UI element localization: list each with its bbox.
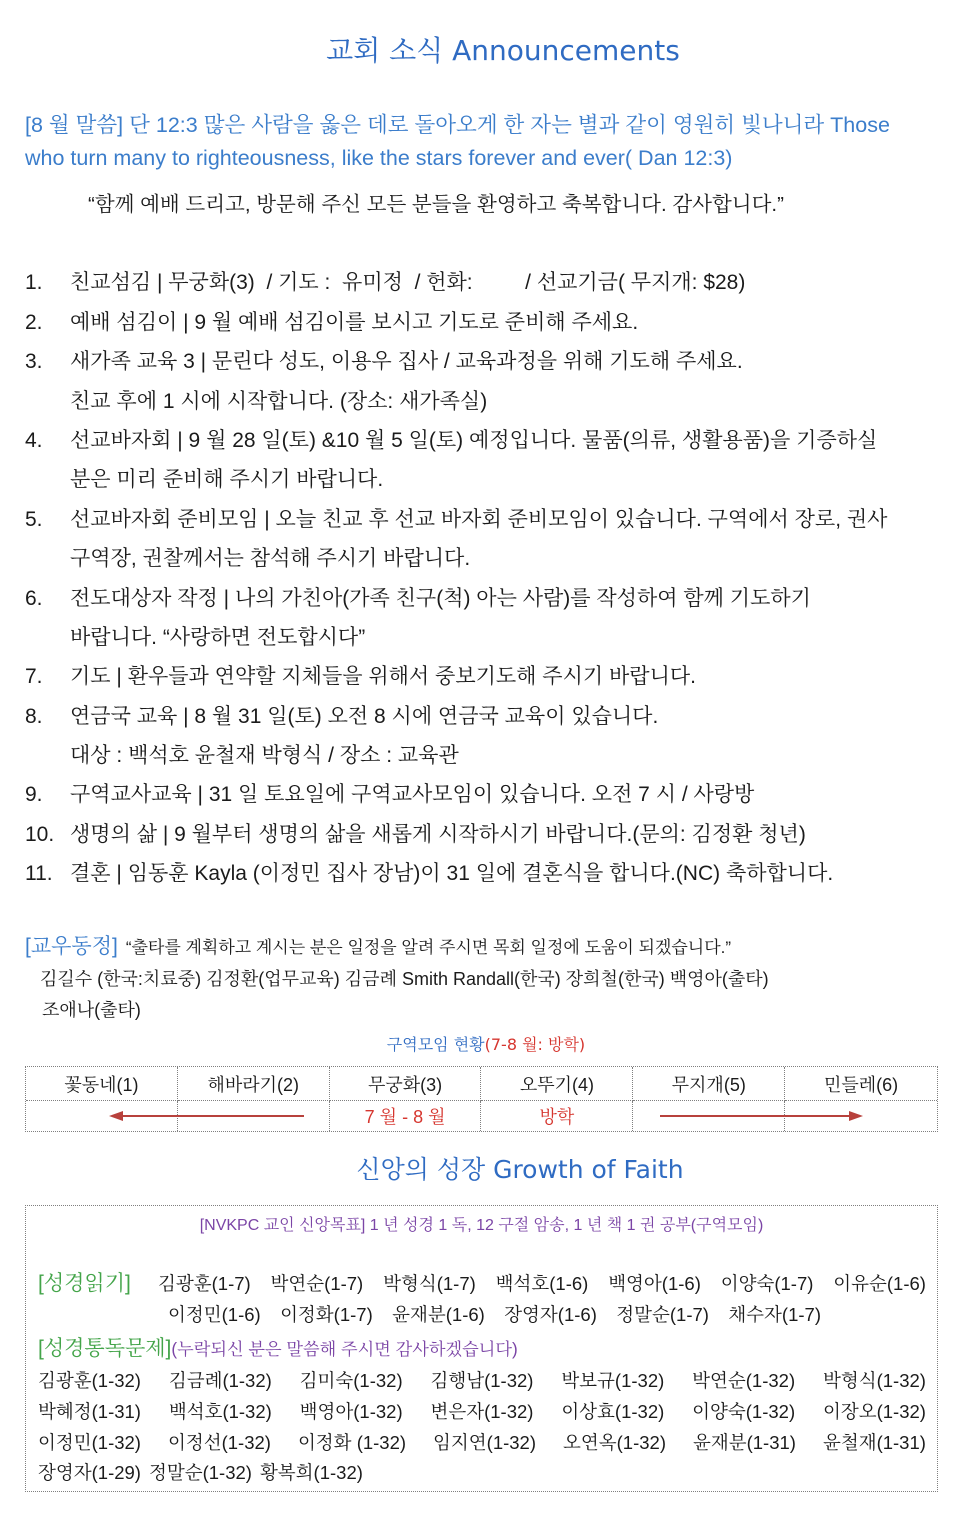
- bible-quiz-entry: 김금례(1-32): [168, 1370, 272, 1391]
- bible-quiz-entry: 이장오(1-32): [822, 1401, 926, 1422]
- bible-quiz-entry: 윤철재(1-31): [822, 1432, 926, 1453]
- bible-quiz-entry: 김광훈(1-32): [38, 1370, 141, 1391]
- announcement-item-7: [25, 657, 950, 696]
- announcement-text: 결혼 | 임동훈 Kayla (이정민 집사 장남)이 31 일에 결혼식을 합니다.(NC) 축하합니다.: [70, 862, 834, 886]
- faith-goal: [NVKPC 교인 신앙목표] 1 년 성경 1 독, 12 구절 암송, 1 년 책 1 권 공부(구역모임): [199, 1217, 764, 1234]
- district-meeting-title-text: 구역모임 현황: [386, 1035, 485, 1054]
- bible-quiz-header: [38, 1334, 926, 1364]
- bible-quiz-entry: 황복희(1-32): [259, 1462, 363, 1483]
- bible-quiz-entry: 이상효(1-32): [561, 1401, 665, 1422]
- bible-quiz-entry: 장영자(1-29): [38, 1462, 141, 1483]
- church-family-note: “출타를 계획하고 계시는 분은 일정을 알려 주시면 목회 일정에 도움이 되겠습니다.”: [125, 938, 732, 957]
- welcome-message: “함께 예배 드리고, 방문해 주신 모든 분들을 환영하고 축복합니다. 감사합니다.”: [88, 193, 784, 216]
- announcement-number: 1.: [25, 271, 43, 295]
- district-meeting-title: [0, 1033, 972, 1057]
- church-family-line-1: 김길수 (한국:치료중) 김정환(업무교육) 김금례 Smith Randall(한국) 장희철(한국) 백영아(출타): [40, 969, 769, 989]
- district-meeting-table: [25, 1066, 938, 1132]
- bible-quiz-entry: 이정민(1-32): [38, 1432, 141, 1453]
- bible-reading-entry: 윤재분(1-6): [392, 1304, 485, 1325]
- schedule-cell-1: [26, 1101, 178, 1131]
- announcement-text-continued: 친교 후에 1 시에 시작합니다. (장소: 새가족실): [70, 389, 488, 413]
- announcement-number: 7.: [25, 665, 43, 689]
- announcement-text: 생명의 삶 | 9 월부터 생명의 삶을 새롭게 시작하시기 바랍니다.(문의: 김정환 청년): [70, 822, 806, 846]
- group-header-4: 오뚜기(4): [481, 1067, 633, 1101]
- group-header-5: 무지개(5): [633, 1067, 785, 1101]
- schedule-period: 7 월 - 8 월: [330, 1101, 482, 1131]
- group-header-1: 꽃동네(1): [26, 1067, 178, 1101]
- bible-reading-entry: 박형식(1-7): [383, 1273, 476, 1294]
- bible-quiz-row-4: [38, 1458, 926, 1488]
- bible-quiz-entry: 윤재분(1-31): [692, 1432, 796, 1453]
- bible-reading-entry: 이양숙(1-7): [720, 1273, 814, 1294]
- bible-reading-row-1: [158, 1269, 926, 1299]
- announcement-text-continued: 바랍니다. “사랑하면 전도합시다”: [70, 625, 366, 649]
- announcement-item-6: [25, 579, 950, 658]
- announcement-text: 전도대상자 작정 | 나의 가친아(가족 친구(척) 아는 사람)를 작성하여 함께 기도하기: [70, 586, 811, 610]
- group-header-3: 무궁화(3): [330, 1067, 482, 1101]
- bible-quiz-row-3: [38, 1428, 926, 1458]
- bible-quiz-entry: 이정선(1-32): [167, 1432, 271, 1453]
- schedule-cell-5: [633, 1101, 785, 1131]
- bible-reading-entry: 채수자(1-7): [728, 1304, 821, 1325]
- page-title: [100, 30, 906, 72]
- announcement-number: 11.: [25, 862, 53, 886]
- bible-quiz-entry: 김행남(1-32): [430, 1370, 534, 1391]
- bible-quiz-entry: 이정화 (1-32): [297, 1432, 407, 1453]
- group-header-6: 민들레(6): [785, 1067, 937, 1101]
- bible-reading-entry: 이정화(1-7): [280, 1304, 373, 1325]
- bible-reading-entry: 이정민(1-6): [168, 1304, 261, 1325]
- bible-quiz-entry: 변은자(1-32): [430, 1401, 534, 1422]
- bible-reading-entry: 박연순(1-7): [270, 1273, 364, 1294]
- bible-quiz-entry: 정말순(1-32): [148, 1462, 252, 1483]
- faith-growth-title-english: Growth of Faith: [493, 1155, 684, 1184]
- announcement-text-continued: 대상 : 백석호 윤철재 박형식 / 장소 : 교육관: [70, 744, 459, 768]
- announcement-text-continued: 분은 미리 준비해 주시기 바랍니다.: [70, 468, 384, 492]
- bible-reading-entry: 장영자(1-6): [504, 1304, 597, 1325]
- page-title-english: Announcements: [452, 34, 680, 67]
- announcement-item-4: [25, 421, 950, 500]
- announcement-text: 친교섬김 | 무궁화(3) / 기도 : 유미정 / 헌화: / 선교기금( 무지개: $28): [70, 271, 746, 295]
- monthly-verse-line-1: [8 월 말씀] 단 12:3 많은 사람을 옳은 데로 돌아오게 한 자는 별과 같이 영원히 빛나니라 Those: [25, 113, 890, 137]
- bible-quiz-entry: 박혜정(1-31): [38, 1401, 141, 1422]
- announcement-number: 3.: [25, 350, 43, 374]
- bible-reading-entry: 백석호(1-6): [495, 1273, 589, 1294]
- church-family-header: [25, 932, 950, 962]
- announcement-item-10: [25, 815, 950, 854]
- announcement-item-3: [25, 342, 950, 421]
- bible-reading-entry: 이유순(1-6): [833, 1273, 926, 1294]
- monthly-verse-line-2: who turn many to righteousness, like the stars forever and ever( Dan 12:3): [25, 146, 733, 170]
- bible-reading-entry: 백영아(1-6): [608, 1273, 701, 1294]
- bible-reading-label: [성경읽기]: [38, 1272, 131, 1295]
- announcement-number: 6.: [25, 586, 43, 610]
- bible-quiz-entry: 백석호(1-32): [168, 1401, 272, 1422]
- announcement-text-continued: 구역장, 권찰께서는 참석해 주시기 바랍니다.: [70, 547, 471, 571]
- announcement-item-9: [25, 775, 950, 814]
- schedule-cell-2: [178, 1101, 330, 1131]
- bible-quiz-row-1: [38, 1366, 926, 1396]
- announcement-text: 선교바자회 준비모임 | 오늘 친교 후 선교 바자회 준비모임이 있습니다. 구역에서 장로, 권사: [70, 507, 888, 531]
- announcement-text: 연금국 교육 | 8 월 31 일(토) 오전 8 시에 연금국 교육이 있습니다.: [70, 704, 659, 728]
- faith-growth-box: [25, 1205, 938, 1492]
- bible-quiz-label: [성경통독문제]: [38, 1337, 172, 1360]
- page-title-korean: 교회 소식: [326, 34, 444, 67]
- announcement-number: 4.: [25, 428, 43, 452]
- bible-quiz-entry: 이양숙(1-32): [692, 1401, 796, 1422]
- bible-quiz-entry: 박형식(1-32): [822, 1370, 926, 1391]
- church-family-label: [교우동정]: [25, 935, 118, 958]
- announcement-item-5: [25, 500, 950, 579]
- bible-quiz-entry: 임지연(1-32): [433, 1432, 537, 1453]
- bible-quiz-row-2: [38, 1397, 926, 1427]
- bible-reading-entry: 김광훈(1-7): [158, 1273, 251, 1294]
- bible-quiz-entry: 김미숙(1-32): [299, 1370, 403, 1391]
- schedule-cell-6: [785, 1101, 937, 1131]
- faith-growth-title: [120, 1150, 920, 1190]
- group-header-2: 해바라기(2): [178, 1067, 330, 1101]
- announcement-item-2: [25, 303, 950, 342]
- bible-quiz-entry: 백영아(1-32): [299, 1401, 403, 1422]
- church-family-line-2: 조애나(출타): [42, 1000, 141, 1020]
- faith-growth-title-korean: 신앙의 성장: [356, 1155, 486, 1184]
- bible-reading-row-2: [168, 1300, 821, 1330]
- announcement-item-1: [25, 263, 950, 302]
- announcement-text: 예배 섬김이 | 9 월 예배 섬김이를 보시고 기도로 준비해 주세요.: [70, 310, 639, 334]
- bible-reading-entry: 정말순(1-7): [616, 1304, 709, 1325]
- announcement-text: 새가족 교육 3 | 문린다 성도, 이용우 집사 / 교육과정을 위해 기도해 주세요.: [70, 350, 743, 374]
- announcement-text: 기도 | 환우들과 연약할 지체들을 위해서 중보기도해 주시기 바랍니다.: [70, 665, 696, 689]
- announcement-text: 구역교사교육 | 31 일 토요일에 구역교사모임이 있습니다. 오전 7 시 / 사랑방: [70, 783, 755, 807]
- announcement-list: [25, 263, 950, 893]
- bible-quiz-entry: 박연순(1-32): [692, 1370, 796, 1391]
- announcement-number: 8.: [25, 704, 43, 728]
- bible-quiz-note: (누락되신 분은 말씀해 주시면 감사하겠습니다): [171, 1339, 518, 1359]
- announcement-item-8: [25, 697, 950, 776]
- announcement-text: 선교바자회 | 9 월 28 일(토) &10 월 5 일(토) 예정입니다. 물품(의류, 생활용품)을 기증하실: [70, 428, 878, 452]
- announcement-number: 2.: [25, 310, 43, 334]
- bible-quiz-entry: 오연옥(1-32): [563, 1432, 666, 1453]
- announcement-number: 10.: [25, 822, 55, 846]
- announcement-number: 5.: [25, 507, 43, 531]
- bible-quiz-entry: 박보규(1-32): [561, 1370, 665, 1391]
- announcement-item-11: [25, 854, 950, 893]
- announcement-number: 9.: [25, 783, 43, 807]
- schedule-status: 방학: [481, 1101, 633, 1131]
- district-meeting-title-note: (7-8 월: 방학): [484, 1035, 586, 1054]
